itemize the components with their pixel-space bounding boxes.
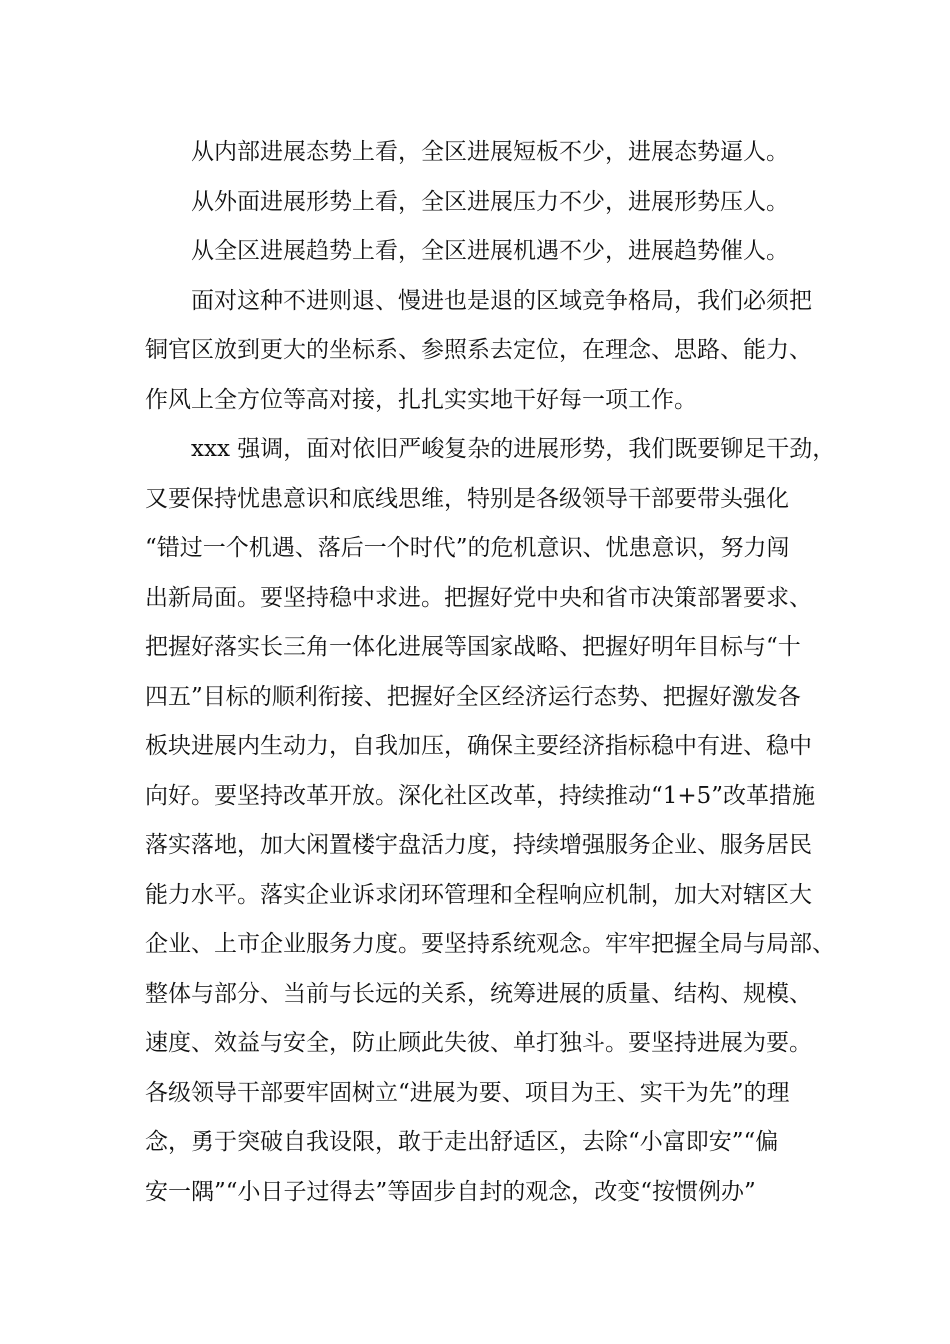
paragraph-1: [145, 128, 835, 178]
text-line: 又要保持忧患意识和底线思维，特别是各级领导干部要带头强化: [145, 485, 789, 512]
text-line: “错过一个机遇、落后一个时代”的危机意识、忧患意识，努力闯: [145, 535, 790, 561]
text-line: 念，勇于突破自我设限，敢于走出舒适区，去除“小富即安”“偏: [145, 1129, 779, 1155]
paragraph-3: [145, 227, 835, 277]
text-line: 从内部进展态势上看，全区进展短板不少，进展态势逼人。: [191, 139, 789, 165]
text-line: 作风上全方位等高对接，扎扎实实地干好每一项工作。: [145, 386, 697, 413]
text-line: 速度、效益与安全，防止顾此失彼、单打独斗。要坚持进展为要。: [145, 1030, 812, 1056]
text-line: 从全区进展趋势上看，全区进展机遇不少，进展趋势催人。: [191, 238, 789, 264]
paragraph-2: [145, 178, 835, 228]
text-line: 整体与部分、当前与长远的关系，统筹进展的质量、结构、规模、: [145, 980, 812, 1007]
text-line: 各级领导干部要牢固树立“进展为要、项目为王、实干为先”的理: [145, 1079, 790, 1106]
text-line: 从外面进展形势上看，全区进展压力不少，进展形势压人。: [191, 188, 789, 215]
text-line: 落实落地，加大闲置楼宇盘活力度，持续增强服务企业、服务居民: [145, 832, 812, 858]
text-line: 安一隅”“小日子过得去”等固步自封的观念，改变“按惯例办”: [145, 1178, 756, 1205]
text-line: 铜官区放到更大的坐标系、参照系去定位，在理念、思路、能力、: [145, 337, 812, 363]
document-body: [145, 128, 835, 1217]
text-line: 能力水平。落实企业诉求闭环管理和全程响应机制，加大对辖区大: [145, 881, 812, 908]
text-line: 企业、上市企业服务力度。要坚持系统观念。牢牢把握全局与局部、: [145, 931, 835, 957]
paragraph-5: [145, 425, 835, 1217]
text-line: 出新局面。要坚持稳中求进。把握好党中央和省市决策部署要求、: [145, 584, 812, 611]
text-line: xxx 强调，面对依旧严峻复杂的进展形势，我们既要铆足干劲，: [191, 436, 836, 462]
paragraph-4: [145, 277, 835, 426]
text-line: 向好。要坚持改革开放。深化社区改革，持续推动“1+5”改革措施: [145, 782, 816, 809]
text-line: 把握好落实长三角一体化进展等国家战略、把握好明年目标与“十: [145, 634, 801, 660]
text-line: 板块进展内生动力，自我加压，确保主要经济指标稳中有进、稳中: [145, 733, 812, 759]
text-line: 面对这种不进则退、慢进也是退的区域竞争格局，我们必须把: [191, 287, 812, 314]
text-line: 四五”目标的顺利衔接、把握好全区经济运行态势、把握好激发各: [145, 683, 801, 710]
